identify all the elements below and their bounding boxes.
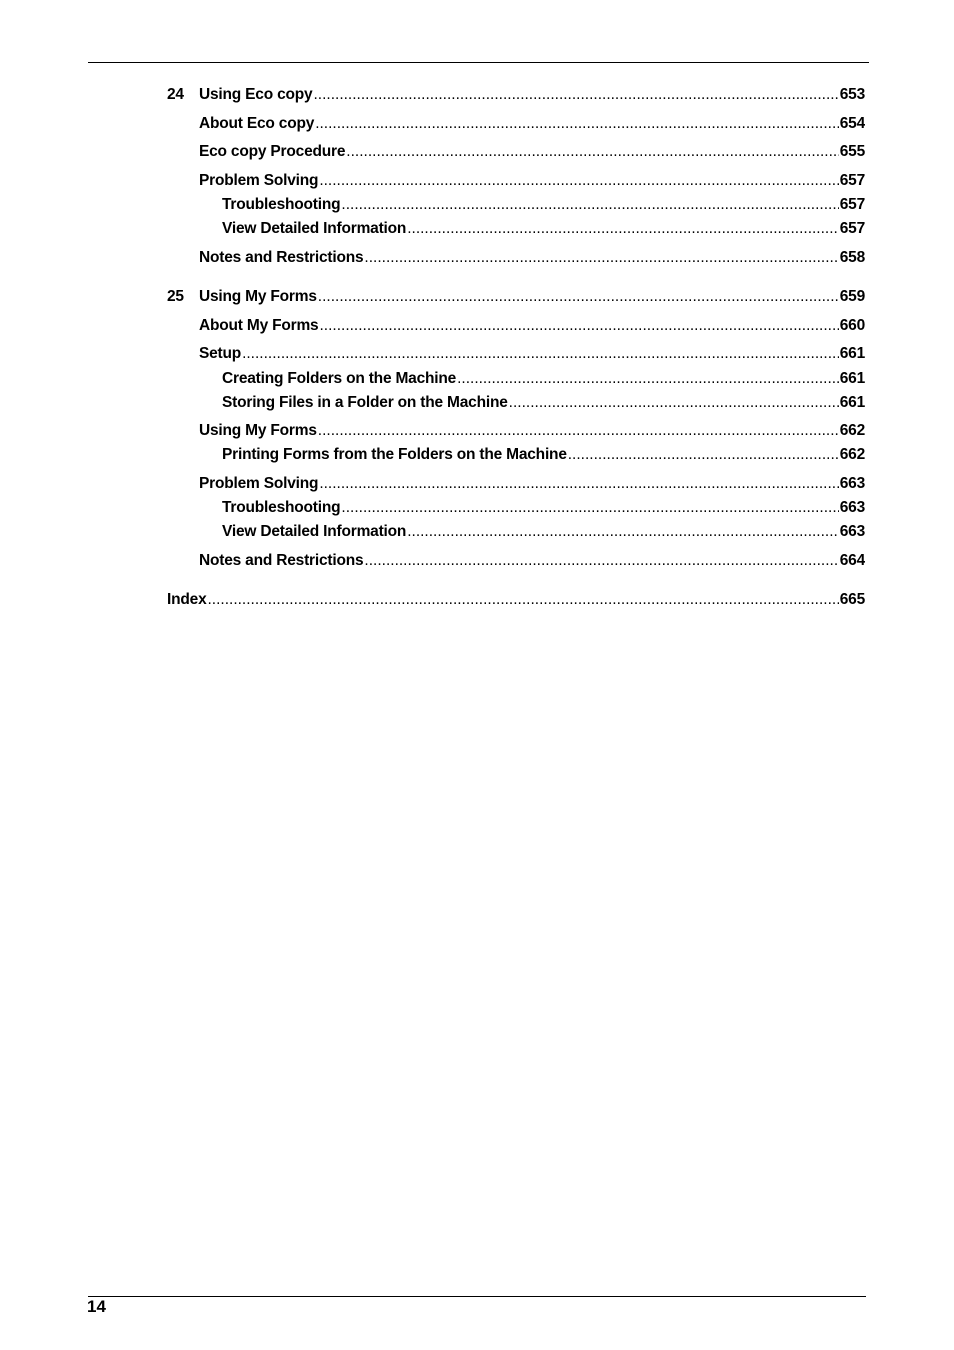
toc-page: 660	[839, 317, 865, 334]
dot-leader	[509, 394, 839, 412]
toc-entry-index[interactable]	[167, 591, 865, 609]
dot-leader	[318, 288, 839, 306]
dot-leader	[315, 115, 839, 133]
dot-leader	[457, 370, 839, 388]
toc-entry-problem-solving[interactable]	[199, 475, 865, 493]
toc-page: 657	[839, 172, 865, 189]
dot-leader	[319, 172, 838, 190]
dot-leader	[346, 143, 838, 161]
header-rule	[88, 62, 869, 63]
toc-page: 663	[839, 523, 865, 540]
toc-title: Eco copy Procedure	[199, 143, 346, 160]
toc-title: Notes and Restrictions	[199, 249, 364, 266]
dot-leader	[313, 86, 838, 104]
toc-entry-troubleshooting[interactable]	[222, 499, 865, 517]
chapter-number: 25	[167, 288, 184, 305]
toc-entry-notes-and-restrictions[interactable]	[199, 249, 865, 267]
dot-leader	[364, 249, 838, 267]
toc-title: View Detailed Information	[222, 523, 407, 540]
dot-leader	[407, 523, 839, 541]
toc-entry-about-my-forms[interactable]	[199, 317, 865, 335]
toc-page: 662	[839, 422, 865, 439]
dot-leader	[407, 220, 839, 238]
toc-page: 655	[839, 143, 865, 160]
toc-title: About My Forms	[199, 317, 319, 334]
toc-page: 663	[839, 475, 865, 492]
dot-leader	[207, 591, 838, 609]
toc-title: Problem Solving	[199, 475, 319, 492]
toc-title: Setup	[199, 345, 242, 362]
toc-title: Printing Forms from the Folders on the Machine	[222, 446, 567, 463]
toc-page: 657	[839, 196, 865, 213]
dot-leader	[341, 499, 838, 517]
toc-entry-eco-copy-procedure[interactable]	[199, 143, 865, 161]
toc-page: 661	[839, 345, 865, 362]
toc-entry-printing-forms[interactable]	[222, 446, 865, 464]
dot-leader	[319, 475, 838, 493]
toc-chapter-25[interactable]	[167, 288, 865, 306]
dot-leader	[364, 552, 838, 570]
toc-entry-about-eco-copy[interactable]	[199, 115, 865, 133]
toc-entry-creating-folders[interactable]	[222, 370, 865, 388]
dot-leader	[568, 446, 839, 464]
toc-entry-view-detailed-information[interactable]	[222, 220, 865, 238]
toc-title: Using My Forms	[199, 422, 317, 439]
toc-title: Problem Solving	[199, 172, 319, 189]
toc-entry-view-detailed-information[interactable]	[222, 523, 865, 541]
toc-page: 657	[839, 220, 865, 237]
toc-page: 659	[839, 288, 865, 305]
footer-rule	[88, 1296, 866, 1297]
toc-title: Troubleshooting	[222, 499, 341, 516]
toc-page: 654	[839, 115, 865, 132]
toc-title: Using My Forms	[199, 288, 317, 305]
toc-title: View Detailed Information	[222, 220, 407, 237]
toc-chapter-24[interactable]	[167, 86, 865, 104]
toc-title: Index	[167, 591, 207, 608]
toc-page: 661	[839, 394, 865, 411]
page-number: 14	[87, 1297, 106, 1316]
toc-entry-troubleshooting[interactable]	[222, 196, 865, 214]
toc-entry-problem-solving[interactable]	[199, 172, 865, 190]
toc-title: Using Eco copy	[199, 86, 313, 103]
toc-entry-setup[interactable]	[199, 345, 865, 363]
toc-page: 664	[839, 552, 865, 569]
toc-page: 658	[839, 249, 865, 266]
toc-title: About Eco copy	[199, 115, 315, 132]
toc-page: 653	[839, 86, 865, 103]
toc-entry-notes-and-restrictions[interactable]	[199, 552, 865, 570]
chapter-number: 24	[167, 86, 184, 103]
toc-title: Notes and Restrictions	[199, 552, 364, 569]
dot-leader	[341, 196, 838, 214]
toc-title: Troubleshooting	[222, 196, 341, 213]
toc-page: 661	[839, 370, 865, 387]
dot-leader	[318, 422, 839, 440]
dot-leader	[319, 317, 838, 335]
dot-leader	[242, 345, 839, 363]
toc-title: Storing Files in a Folder on the Machine	[222, 394, 508, 411]
toc-page: 665	[839, 591, 865, 608]
toc-page: 663	[839, 499, 865, 516]
toc-entry-using-my-forms[interactable]	[199, 422, 865, 440]
toc-title: Creating Folders on the Machine	[222, 370, 457, 387]
toc-entry-storing-files[interactable]	[222, 394, 865, 412]
toc-page: 662	[839, 446, 865, 463]
